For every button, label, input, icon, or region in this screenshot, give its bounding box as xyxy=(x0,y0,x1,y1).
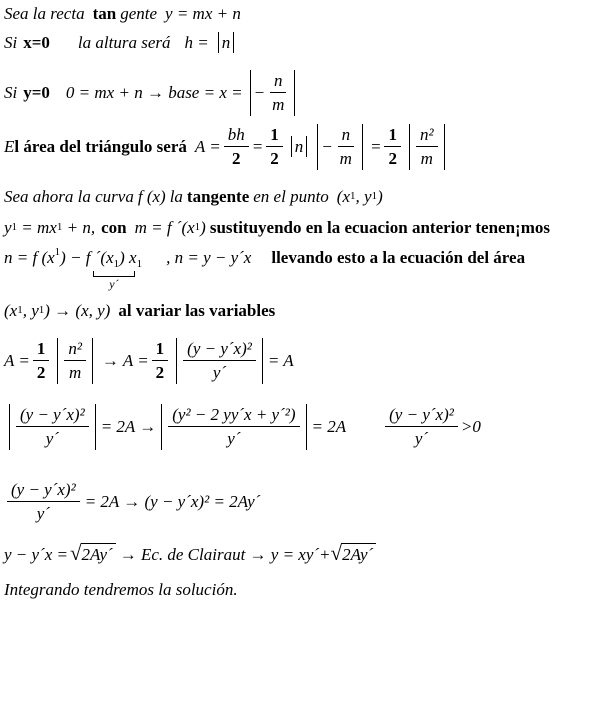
fraction xyxy=(266,124,283,170)
text-run: Si xyxy=(4,33,18,52)
absolute-value xyxy=(173,338,266,384)
fraction xyxy=(64,338,86,384)
equals-sign: = xyxy=(369,137,382,157)
math-run: A = xyxy=(4,351,30,371)
math-run: = mx xyxy=(17,218,57,237)
underbrace-expression xyxy=(86,247,142,270)
fraction-numerator: n² xyxy=(416,124,438,147)
line-despeje xyxy=(4,479,260,525)
math-run: , n = y − y´x xyxy=(166,248,252,267)
subscript: 1 xyxy=(54,246,61,258)
abs-bar xyxy=(306,136,307,157)
subscript: 1 xyxy=(11,221,18,234)
fraction-numerator: n xyxy=(338,124,355,147)
math-run: m = f ´(x xyxy=(134,218,195,237)
line-area-sustituida xyxy=(4,338,294,384)
math-run: → Ec. de Clairaut → y = xy´+ xyxy=(119,544,331,564)
subscript: 1 xyxy=(17,304,23,317)
fraction-denominator: y´ xyxy=(414,429,429,449)
fraction-denominator: m xyxy=(68,363,82,383)
fraction xyxy=(33,338,50,384)
abs-bar xyxy=(57,338,58,384)
line-altura xyxy=(4,32,239,53)
text-run: Integrando tendremos la solución. xyxy=(4,580,238,599)
underbrace-label: y´ xyxy=(109,277,119,291)
math-run: + n, xyxy=(62,218,96,237)
math-run: n = f (x xyxy=(4,248,55,267)
line-curva-tangente xyxy=(4,186,383,207)
subscript: 1 xyxy=(38,304,45,317)
abs-bar xyxy=(306,404,307,450)
math-run: >0 xyxy=(460,417,481,437)
math-run: = 2A → (y − y´x)² = 2Ay´ xyxy=(84,492,261,512)
fraction-denominator: m xyxy=(420,149,433,169)
fraction-numerator: 1 xyxy=(33,338,50,361)
math-run: f ´(x xyxy=(85,248,114,267)
abs-bar xyxy=(444,124,445,170)
math-run: = 2A xyxy=(311,417,347,437)
absolute-value xyxy=(406,124,448,170)
math-run: y − y´x = xyxy=(4,544,68,564)
fraction-numerator: n² xyxy=(64,338,86,361)
subscript: 1 xyxy=(56,221,63,234)
abs-bar xyxy=(95,404,96,450)
text-run: con xyxy=(101,218,127,237)
fraction-denominator: y´ xyxy=(227,429,241,449)
abs-bar xyxy=(233,32,234,53)
equals-sign: = xyxy=(251,137,264,157)
absolute-value xyxy=(54,338,96,384)
fraction-numerator: (y − y´x)² xyxy=(16,404,89,427)
absolute-value xyxy=(158,404,309,450)
fraction-denominator: m xyxy=(272,95,285,115)
text-run: Sea ahora la curva xyxy=(4,187,134,206)
abs-bar xyxy=(250,70,251,116)
text-run: tangente xyxy=(186,187,250,206)
fraction xyxy=(384,124,401,170)
absolute-value xyxy=(314,124,366,170)
fraction xyxy=(168,404,299,450)
radical-sign: √ xyxy=(70,540,82,565)
minus-sign: − xyxy=(253,83,266,103)
underbrace-group xyxy=(86,247,142,290)
fraction-denominator: y´ xyxy=(36,504,50,524)
text-run: sustituyendo en la ecuacion anterior tenen¡mos xyxy=(209,218,550,237)
fraction-denominator: y´ xyxy=(45,429,59,449)
text-run: en el punto xyxy=(253,187,329,206)
abs-bar xyxy=(262,338,263,384)
fraction xyxy=(416,124,438,170)
abs-bar xyxy=(161,404,162,450)
fraction xyxy=(152,338,169,384)
line-base xyxy=(4,70,300,116)
absolute-value xyxy=(215,32,238,53)
fraction-denominator: 2 xyxy=(231,149,241,169)
line-recta-tangente xyxy=(4,3,241,24)
text-run: la xyxy=(169,187,183,206)
abs-bar xyxy=(294,70,295,116)
math-run: y xyxy=(4,218,12,237)
fraction-numerator: 1 xyxy=(152,338,169,361)
fraction xyxy=(224,124,249,170)
math-run: → A = xyxy=(101,351,149,371)
math-run: y=0 xyxy=(23,83,50,103)
text-run: l área del triángulo será xyxy=(14,137,187,157)
fraction-numerator: (y − y´x)² xyxy=(385,404,458,427)
fraction-numerator: n xyxy=(270,70,287,93)
math-run: ) → (x, y) xyxy=(44,301,111,320)
fraction xyxy=(336,124,356,170)
abs-bar xyxy=(9,404,10,450)
fraction-denominator: 2 xyxy=(270,149,279,169)
absolute-value xyxy=(6,404,99,450)
fraction-numerator: 1 xyxy=(266,124,283,147)
function-name: tan xyxy=(92,4,117,23)
fraction xyxy=(7,479,80,525)
square-root xyxy=(330,540,377,565)
math-run: x=0 xyxy=(23,33,50,52)
math-run: ) x xyxy=(119,248,137,267)
math-run: , y xyxy=(355,187,372,206)
fraction xyxy=(268,70,288,116)
math-run: (x xyxy=(4,301,18,320)
math-run: n xyxy=(221,33,231,52)
text-run: Sea la recta xyxy=(4,4,85,23)
text-run: llevando esto a la ecuación del área xyxy=(271,248,526,267)
abs-bar xyxy=(291,136,292,157)
fraction-numerator: 1 xyxy=(384,124,401,147)
abs-bar xyxy=(409,124,410,170)
absolute-value xyxy=(288,136,311,157)
line-ordenada xyxy=(4,247,525,290)
line-conclusion xyxy=(4,579,238,600)
line-area-triangulo xyxy=(4,124,450,170)
abs-bar xyxy=(218,32,219,53)
square-root xyxy=(70,540,116,565)
line-clairaut xyxy=(4,540,376,565)
fraction-denominator: y´ xyxy=(212,363,227,383)
fraction-denominator: 2 xyxy=(36,363,46,383)
math-run: (x xyxy=(336,187,351,206)
fraction xyxy=(385,404,458,450)
math-run: n xyxy=(294,137,304,157)
fraction-numerator: (y² − 2 yy´x + y´²) xyxy=(168,404,299,427)
fraction-numerator: (y − y´x)² xyxy=(183,338,256,361)
fraction-numerator: bh xyxy=(224,124,249,147)
fraction-numerator: (y − y´x)² xyxy=(7,479,80,502)
text-run: Si xyxy=(4,83,18,103)
subscript: 1 xyxy=(136,258,143,270)
fraction xyxy=(183,338,256,384)
math-run: = 2A → xyxy=(100,417,157,437)
math-run: , y xyxy=(22,301,39,320)
line-pendiente xyxy=(4,217,550,238)
math-run: 0 = mx + n → base = x = xyxy=(65,83,243,103)
subscript: 1 xyxy=(350,190,356,203)
math-run: ) xyxy=(377,187,383,206)
text-run: E xyxy=(4,137,15,157)
subscript: 1 xyxy=(371,190,378,203)
subscript: 1 xyxy=(194,221,201,234)
math-run: ) xyxy=(200,218,206,237)
abs-bar xyxy=(92,338,93,384)
fraction-denominator: m xyxy=(339,149,352,169)
math-run: A = xyxy=(194,137,221,157)
math-run: ) − xyxy=(60,248,86,267)
math-run: = A xyxy=(267,351,294,371)
radical-sign: √ xyxy=(330,540,343,565)
text-run: al variar las variables xyxy=(118,301,276,320)
fraction xyxy=(16,404,89,450)
radicand: 2Ay´ xyxy=(81,543,116,565)
subscript: 1 xyxy=(113,258,120,270)
minus-sign: − xyxy=(321,137,333,157)
math-run: y = mx + n xyxy=(165,4,241,23)
abs-bar xyxy=(362,124,363,170)
radicand: 2Ay´ xyxy=(341,543,376,565)
line-desarrollo xyxy=(4,404,481,450)
line-cambio-variables xyxy=(4,300,275,321)
abs-bar xyxy=(176,338,177,384)
text-run: la altura será xyxy=(77,33,171,52)
text-run: gente xyxy=(120,4,158,23)
abs-bar xyxy=(317,124,318,170)
math-run: f (x) xyxy=(137,187,166,206)
fraction-denominator: 2 xyxy=(155,363,165,383)
math-run: h = xyxy=(184,33,209,52)
absolute-value xyxy=(247,70,299,116)
fraction-denominator: 2 xyxy=(388,149,397,169)
